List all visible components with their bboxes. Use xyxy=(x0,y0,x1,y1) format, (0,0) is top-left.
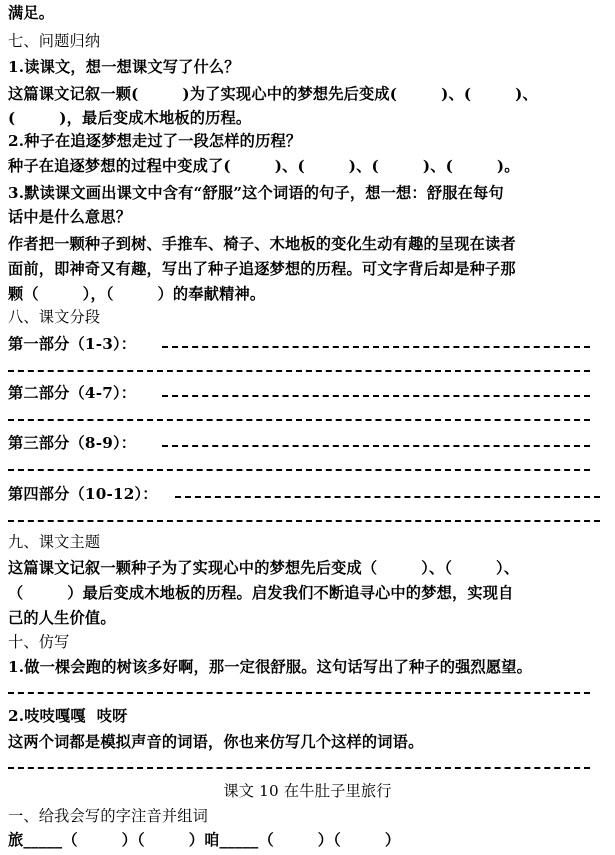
answer-line xyxy=(8,370,590,372)
answer-line xyxy=(8,469,590,471)
text-line: 话中是什么意思？ xyxy=(8,208,132,226)
part-3-label: 第三部分（8-9）： xyxy=(8,434,137,452)
answer-line xyxy=(8,520,600,522)
imitation-1: 1.做一棵会跑的树该多好啊，那一定很舒服。这句话写出了种子的强烈愿望。 xyxy=(8,658,533,676)
section-heading-9: 九、课文主题 xyxy=(8,533,101,551)
section-heading-7: 七、问题归纳 xyxy=(8,32,101,50)
part-1-label: 第一部分（1-3）： xyxy=(8,335,137,353)
answer-line xyxy=(175,496,600,498)
text-line: 己的人生价值。 xyxy=(8,609,116,627)
question-1: 1.读课文，想一想课文写了什么？ xyxy=(8,58,240,76)
text-line: （ ）最后变成木地板的历程。启发我们不断追寻心中的梦想，实现自 xyxy=(8,584,514,602)
part-2-label: 第二部分（4-7）： xyxy=(8,384,137,402)
text-line: ( )，最后变成木地板的历程。 xyxy=(8,109,252,127)
text-line: 这两个词都是模拟声音的词语，你也来仿写几个这样的词语。 xyxy=(8,733,424,751)
text-line: 这篇课文记叙一颗种子为了实现心中的梦想先后变成（ ）、（ ）、 xyxy=(8,559,520,577)
text-line: 种子在追逐梦想的过程中变成了( )、( )、( )、( )。 xyxy=(8,157,520,175)
imitation-2: 2.吱吱嘎嘎 吱呀 xyxy=(8,707,128,725)
answer-line xyxy=(162,445,590,447)
text-line: 满足。 xyxy=(8,4,55,22)
text-line: 面前，即神奇又有趣，写出了种子追逐梦想的历程。可文字背后却是种子那 xyxy=(8,260,516,278)
text-line: 旅_____（ ）（ ）咱_____（ ）（ ） xyxy=(8,831,401,849)
answer-line xyxy=(8,419,590,421)
answer-line xyxy=(8,767,590,769)
text-line: 作者把一颗种子到树、手推车、椅子、木地板的变化生动有趣的呈现在读者 xyxy=(8,235,516,253)
question-2: 2.种子在追逐梦想走过了一段怎样的历程？ xyxy=(8,132,302,150)
section-heading-8: 八、课文分段 xyxy=(8,308,101,326)
text-line: 这篇课文记叙一颗( )为了实现心中的梦想先后变成( )、( )、 xyxy=(8,85,538,103)
exercise-heading-1: 一、给我会写的字注音并组词 xyxy=(8,807,209,825)
text-line: 颗（ ），（ ）的奉献精神。 xyxy=(8,285,266,303)
answer-line xyxy=(162,395,590,397)
answer-line xyxy=(162,346,590,348)
question-3: 3.默读课文画出课文中含有“舒服”这个词语的句子，想一想：舒服在每句 xyxy=(8,184,504,202)
answer-line xyxy=(8,692,590,694)
lesson-title: 课文 10 在牛肚子里旅行 xyxy=(223,782,392,800)
section-heading-10: 十、仿写 xyxy=(8,633,70,651)
part-4-label: 第四部分（10-12）： xyxy=(8,485,158,503)
